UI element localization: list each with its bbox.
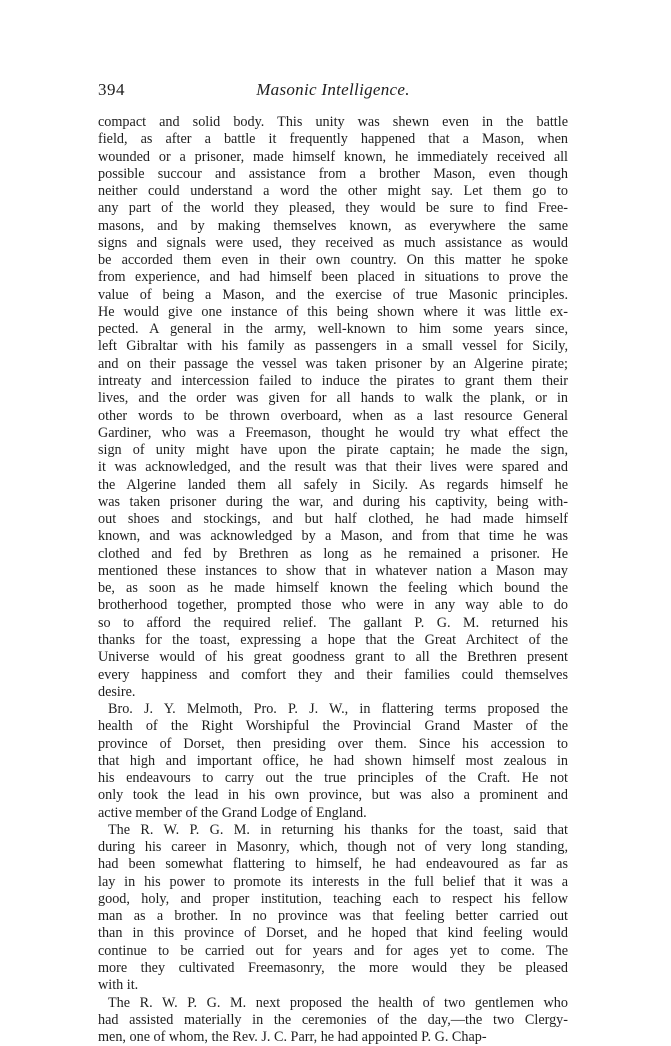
text-line: than in this province of Dorset, and he hoped that kind feeling would	[98, 925, 568, 942]
text-line: left Gibraltar with his family as passengers in a small vessel for Sicily,	[98, 338, 568, 355]
text-line: desire.	[98, 683, 136, 700]
text-line: He would give one instance of this being shown where it was little ex-	[98, 303, 568, 320]
text-line: The R. W. P. G. M. next proposed the health of two gentlemen who	[108, 994, 568, 1011]
page	[98, 80, 568, 1046]
text-line: more they cultivated Freemasonry, the more would they be pleased	[98, 960, 568, 977]
text-line: every happiness and comfort they and their families could themselves	[98, 666, 568, 683]
text-line: lay in his power to promote its interests in the full belief that it was a	[98, 873, 568, 890]
text-line: compact and solid body. This unity was shewn even in the battle	[98, 114, 568, 130]
text-line: value of being a Mason, and the exercise of true Masonic principles.	[98, 286, 568, 303]
text-line: Bro. J. Y. Melmoth, Pro. P. J. W., in flattering terms proposed the	[108, 701, 568, 718]
text-line: The R. W. P. G. M. in returning his thanks for the toast, said that	[108, 821, 568, 838]
text-line: his endeavours to carry out the true principles of the Craft. He not	[98, 770, 568, 787]
text-line: Gardiner, who was a Freemason, thought he would try what effect the	[98, 424, 568, 441]
text-line: had been somewhat flattering to himself, he had endeavoured as far as	[98, 856, 568, 873]
text-line: active member of the Grand Lodge of England.	[98, 804, 367, 821]
text-line: from experience, and had himself been placed in situations to prove the	[98, 269, 568, 286]
text-line: province of Dorset, then presiding over them. Since his accession to	[98, 735, 568, 752]
text-line: was taken prisoner during the war, and during his captivity, being with-	[98, 493, 568, 510]
text-line: that high and important office, he had shown himself most zealous in	[98, 752, 568, 769]
text-line: Universe would of his great goodness grant to all the Brethren present	[98, 649, 568, 666]
text-line: brotherhood together, prompted those who were in any way able to do	[98, 597, 568, 614]
text-line: with it.	[98, 977, 139, 994]
text-line: good, holy, and proper institution, teaching each to respect his fellow	[98, 890, 568, 907]
text-line: only took the lead in his own province, but was also a prominent and	[98, 787, 568, 804]
text-line: lives, and the order was given for all hands to walk the plank, or in	[98, 390, 568, 407]
text-line: the Algerine landed them all safely in Sicily. As regards himself he	[98, 476, 568, 493]
running-head: Masonic Intelligence.	[256, 80, 410, 99]
text-line: masons, and by making themselves known, as everywhere the same	[98, 217, 568, 234]
text-line: any part of the world they pleased, they would be sure to find Free-	[98, 200, 568, 217]
text-line: out shoes and stockings, and but half clothed, he had made himself	[98, 511, 568, 528]
text-line: mentioned these instances to show that in whatever nation a Mason may	[98, 562, 568, 579]
text-line: thanks for the toast, expressing a hope that the Great Architect of the	[98, 631, 568, 648]
page-header	[98, 80, 568, 108]
text-line: and on their passage the vessel was taken prisoner by an Algerine pirate;	[98, 355, 568, 372]
text-line: continue to be carried out for years and for ages yet to come. The	[98, 942, 568, 959]
text-line: other words to be thrown overboard, when as a last resource General	[98, 407, 568, 424]
text-line: it was acknowledged, and the result was that their lives were spared and	[98, 459, 568, 476]
text-line: be, as soon as he made himself known the feeling which bound the	[98, 580, 568, 597]
text-line: men, one of whom, the Rev. J. C. Parr, he had appointed P. G. Chap-	[98, 1029, 487, 1046]
text-line: signs and signals were used, they received as much assistance as would	[98, 234, 568, 251]
text-line: known, and was acknowledged by a Mason, and from that time he was	[98, 528, 568, 545]
text-line: had assisted materially in the ceremonies of the day,—the two Clergy-	[98, 1011, 568, 1028]
text-line: during his career in Masonry, which, though not of very long standing,	[98, 839, 568, 856]
text-line: intreaty and intercession failed to induce the pirates to grant them their	[98, 372, 568, 389]
text-line: field, as after a battle it frequently happened that a Mason, when	[98, 131, 568, 148]
text-line: wounded or a prisoner, made himself known, he immediately received all	[98, 148, 568, 165]
text-line: be accorded them even in their own country. On this matter he spoke	[98, 252, 568, 269]
text-line: man as a brother. In no province was that feeling better carried out	[98, 908, 568, 925]
text-line: possible succour and assistance from a brother Mason, even though	[98, 165, 568, 182]
text-line: neither could understand a word the other might say. Let them go to	[98, 183, 568, 200]
text-line: so to afford the required relief. The gallant P. G. M. returned his	[98, 614, 568, 631]
text-line: clothed and fed by Brethren as long as he remained a prisoner. He	[98, 545, 568, 562]
text-line: sign of unity might have upon the pirate captain; he made the sign,	[98, 442, 568, 459]
body-text	[98, 114, 568, 1046]
text-line: health of the Right Worshipful the Provincial Grand Master of the	[98, 718, 568, 735]
page-number: 394	[98, 80, 125, 99]
text-line: pected. A general in the army, well-known to him some years since,	[98, 321, 568, 338]
